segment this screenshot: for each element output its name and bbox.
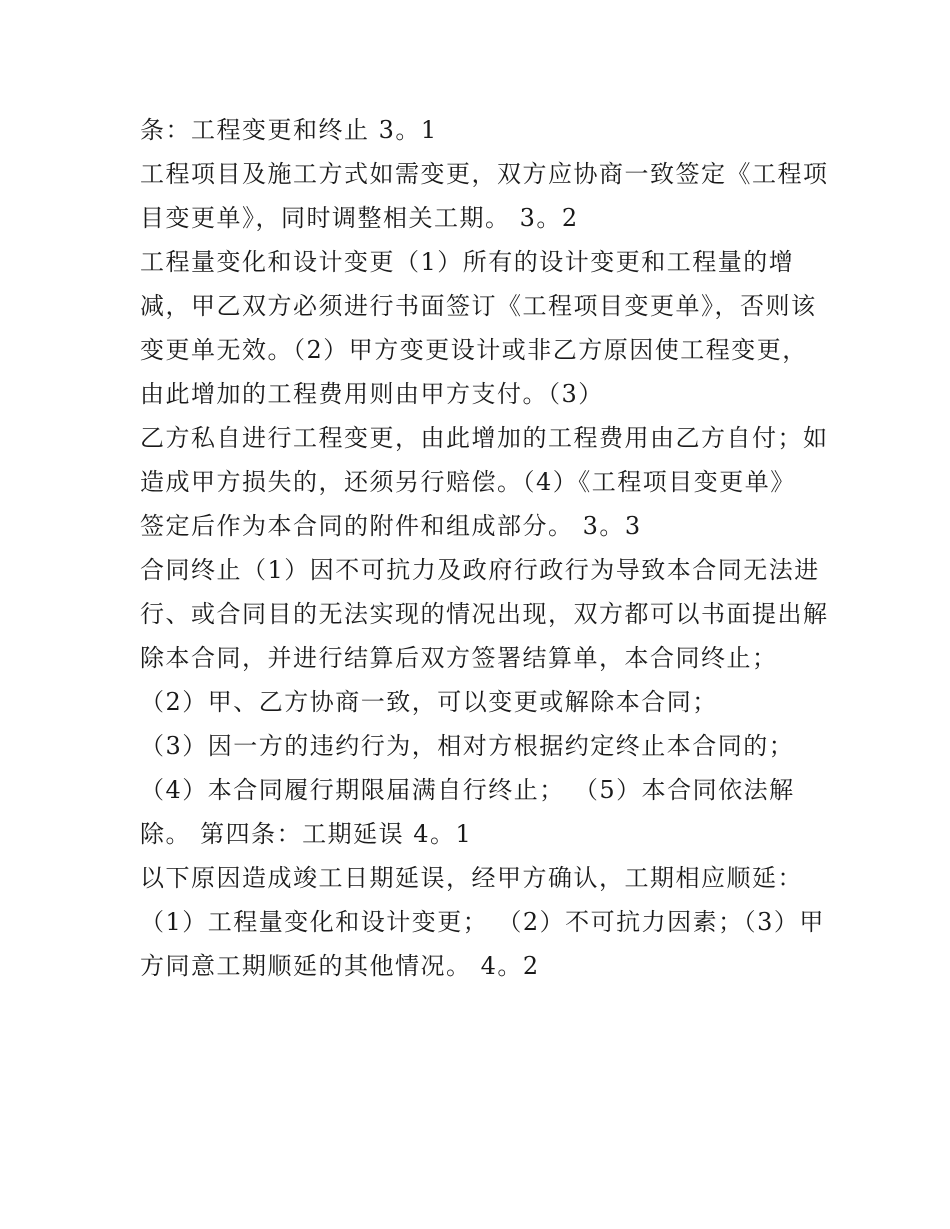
text-line: 签定后作为本合同的附件和组成部分。 3。3 — [140, 512, 642, 540]
text-line: 由此增加的工程费用则由甲方支付。（3） — [140, 380, 604, 408]
text-line: 目变更单》，同时调整相关工期。 3。2 — [140, 204, 579, 232]
text-line: 造成甲方损失的，还须另行赔偿。（4）《工程项目变更单》 — [140, 468, 796, 496]
text-line: （3）因一方的违约行为，相对方根据约定终止本合同的； — [140, 732, 795, 760]
text-line: （4）本合同履行期限届满自行终止； （5）本合同依法解 — [140, 776, 795, 804]
text-line: 减，甲乙双方必须进行书面签订《工程项目变更单》，否则该 — [140, 292, 817, 320]
text-line: 方同意工期顺延的其他情况。 4。2 — [140, 952, 540, 980]
text-line: 合同终止（1）因不可抗力及政府行政行为导致本合同无法进 — [140, 556, 820, 584]
text-line: 除本合同，并进行结算后双方签署结算单，本合同终止； — [140, 644, 778, 672]
text-line: 条：工程变更和终止 3。1 — [140, 116, 438, 144]
text-line: 除。 第四条：工期延误 4。1 — [140, 820, 473, 848]
document-text-body — [140, 108, 830, 988]
text-line: 乙方私自进行工程变更，由此增加的工程费用由乙方自付；如 — [140, 424, 829, 452]
text-line: 工程项目及施工方式如需变更，双方应协商一致签定《工程项 — [140, 160, 829, 188]
text-line: 行、或合同目的无法实现的情况出现，双方都可以书面提出解 — [140, 600, 829, 628]
text-line: （2）甲、乙方协商一致，可以变更或解除本合同； — [140, 688, 718, 716]
text-line: 工程量变化和设计变更（1）所有的设计变更和工程量的增 — [140, 248, 795, 276]
text-line: 以下原因造成竣工日期延误，经甲方确认，工期相应顺延： — [140, 864, 803, 892]
text-line: 变更单无效。（2）甲方变更设计或非乙方原因使工程变更， — [140, 336, 808, 364]
text-line: （1）工程量变化和设计变更； （2）不可抗力因素；（3）甲 — [140, 908, 825, 936]
